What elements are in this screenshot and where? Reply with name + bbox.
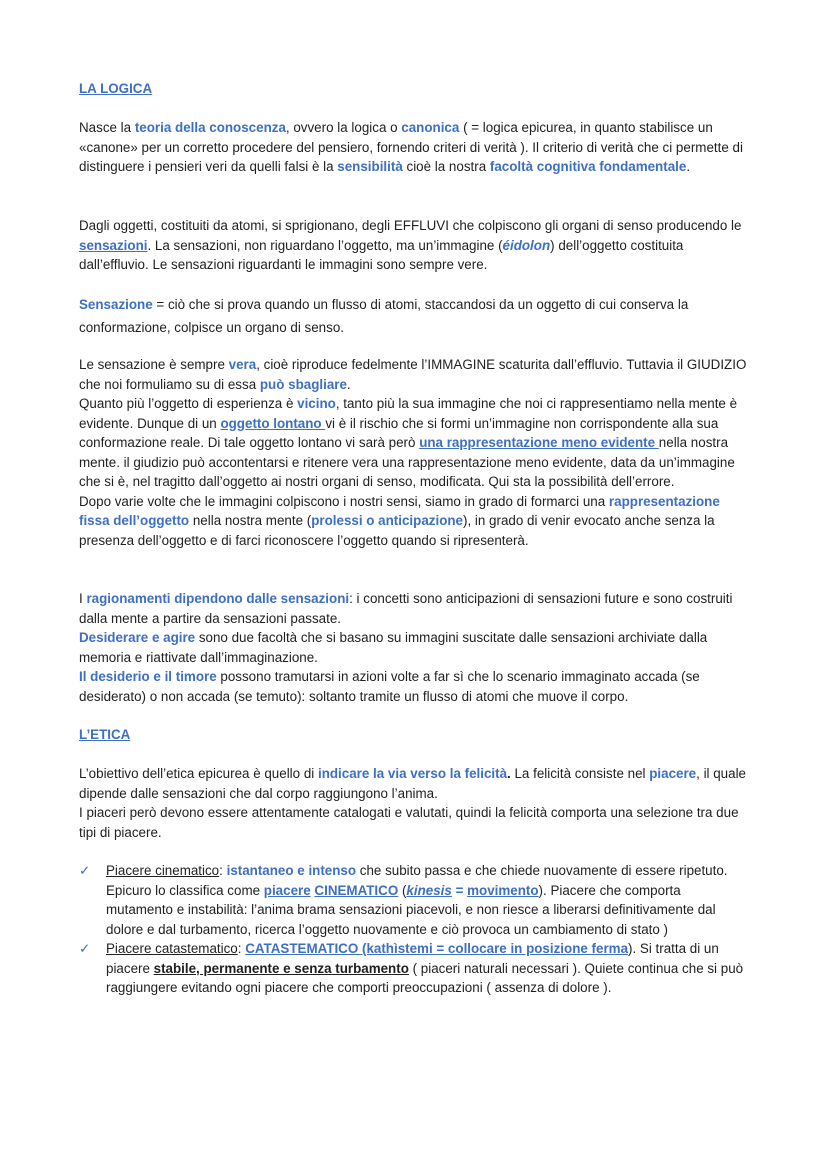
key-term: rappresentazione fissa dell’oggetto (79, 493, 720, 528)
key-term: CINEMATICO (314, 882, 399, 898)
key-term: facoltà cognitiva fondamentale (489, 159, 687, 174)
key-term: Desiderare e agire (79, 630, 196, 645)
text: Dagli oggetti, costituiti da atomi, si sprigionano, degli EFFLUVI che colpiscono gli organi di senso producendo le (79, 218, 742, 233)
text: ( = logica epicurea, in quanto stabilisce un «canone» per un corretto procedere del pensiero, fornendo criteri di verità ). Il criterio di verità che ci permette di distinguere i pensieri veri da quelli falsi è la (79, 120, 743, 174)
pleasure-list (79, 861, 751, 998)
logic-paragraph-3 (79, 293, 751, 339)
text: L’obiettivo dell’etica epicurea è quello di (79, 766, 318, 781)
text: che subito passa e che chiede nuovamente di essere ripetuto. Epicuro lo classifica come (106, 863, 728, 898)
text: : i concetti sono anticipazioni di sensazioni future e sono costruiti dalla mente a partire da sensazioni passate. (79, 591, 733, 626)
text: I piaceri però devono essere attentamente catalogati e valutati, quindi la felicità comporta una selezione tra due tipi di piacere. (79, 805, 739, 840)
ethics-paragraph-1 (79, 764, 751, 842)
text: ( (398, 882, 407, 898)
text: Le sensazione è sempre (79, 357, 229, 372)
text: , ovvero la logica o (285, 120, 402, 135)
text: I (79, 591, 87, 606)
key-term: sensibilità (337, 159, 403, 174)
key-term: CATASTEMATICO (kathìstemi = collocare in posizione ferma (245, 941, 629, 956)
key-term: movimento (467, 882, 539, 898)
text: nella nostra mente ( (189, 513, 312, 528)
key-term: canonica (401, 120, 460, 135)
key-term: istantaneo e intenso (226, 863, 357, 878)
key-term: stabile, permanente e senza turbamento (153, 960, 409, 976)
key-term: Il desiderio e il timore (79, 669, 217, 684)
key-term: una rappresentazione meno evidente (419, 435, 659, 450)
key-term: piacere (649, 766, 697, 781)
logic-paragraph-1 (79, 118, 751, 177)
text: ). Si tratta di un piacere (106, 941, 719, 976)
text: : (237, 941, 246, 956)
key-term: teoria della conoscenza (134, 120, 286, 135)
text: nella nostra mente. il giudizio può accontentarsi e ritenere vera una rappresentazione meno evidente, data da un’immagine che si è, nel tragitto dall’oggetto ai nostri organi di senso, modificata. Qui sta la possibilità dell’errore. (79, 435, 735, 489)
checkmark-icon: ✓ (79, 863, 91, 878)
text: Quanto più l’oggetto di esperienza è (79, 396, 298, 411)
key-term: piacere (263, 882, 311, 898)
text: : (219, 863, 227, 878)
text: , tanto più la sua immagine che noi ci rappresentiamo nella mente è evidente. Dunque di un (79, 396, 738, 431)
logic-paragraph-2 (79, 216, 751, 275)
item-label: Piacere catastematico (106, 941, 238, 956)
section-title-ethics: L’ETICA (79, 727, 131, 742)
text: . (507, 766, 511, 781)
key-term: Sensazione (79, 297, 153, 312)
text: . La sensazioni, non riguardano l’oggetto, ma un’immagine ( (147, 237, 503, 253)
key-term: può sbagliare (259, 376, 347, 392)
key-term: éidolon (502, 237, 551, 253)
item-label: Piacere cinematico (106, 863, 220, 878)
key-term: sensazioni (79, 237, 148, 253)
text: La felicità consiste nel (510, 766, 650, 781)
key-term: indicare la via verso la felicità (317, 766, 508, 781)
text: ( piaceri naturali necessari ). Quiete continua che si può raggiungere evitando ogni piacere che comporti preoccupazioni ( assenza di dolore ). (106, 960, 744, 995)
key-term: vera (228, 357, 257, 372)
logic-paragraph-4 (79, 355, 751, 550)
key-term: kinesis (406, 882, 452, 898)
list-item (79, 939, 751, 998)
section-title-logic: LA LOGICA (79, 81, 153, 96)
text: . (686, 159, 691, 174)
text: sono due facoltà che si basano su immagini suscitate dalle sensazioni archiviate dalla memoria e riattivate dall’immaginazione. (79, 630, 708, 665)
key-term: vicino (297, 396, 336, 411)
text: = ciò che si prova quando un flusso di atomi, staccandosi da un oggetto di cui conserva la conformazione, colpisce un organo di senso. (79, 297, 689, 335)
text: Nasce la (79, 120, 135, 135)
text: ). Piacere che comporta mutamento e instabilità: l’anima brama sensazioni piacevoli, e non riesce a liberarsi definitivamente dal dolore e dal turbamento, ricerca l’oggetto nuovamente e ciò provoca un cambiamento di stato ) (106, 882, 716, 937)
key-term: prolessi o anticipazione (311, 513, 463, 528)
text: Dopo varie volte che le immagini colpiscono i nostri sensi, siamo in grado di formarci una (79, 493, 609, 509)
text: ) dell’oggetto costituita dall’effluvio. Le sensazioni riguardanti le immagini sono sempre vere. (79, 237, 684, 272)
list-item (79, 861, 751, 939)
key-term: = (451, 882, 468, 898)
text: possono tramutarsi in azioni volte a far sì che lo scenario immaginato accada (se desiderato) o non accada (se temuto): soltanto tramite un flusso di atomi che muove il corpo. (79, 669, 700, 704)
text: ), in grado di venir evocato anche senza la presenza dell’oggetto e di farci riconoscere l’oggetto quando si ripresenterà. (79, 513, 715, 548)
text: cioè la nostra (402, 159, 490, 174)
logic-paragraph-5 (79, 589, 751, 706)
checkmark-icon: ✓ (79, 941, 91, 956)
text: , cioè riproduce fedelmente l’IMMAGINE scaturita dall’effluvio. Tuttavia il GIUDIZIO che noi formuliamo su di essa (79, 357, 747, 392)
key-term: oggetto lontano (220, 415, 326, 431)
text: , il quale dipende dalle sensazioni che dal corpo raggiungono l’anima. (79, 766, 746, 801)
key-term: ragionamenti dipendono dalle sensazioni (86, 591, 350, 606)
text: vi è il rischio che si formi un’immagine non corrispondente alla sua conformazione reale. Di tale oggetto lontano vi sarà però (79, 415, 719, 450)
text: . (346, 376, 351, 392)
